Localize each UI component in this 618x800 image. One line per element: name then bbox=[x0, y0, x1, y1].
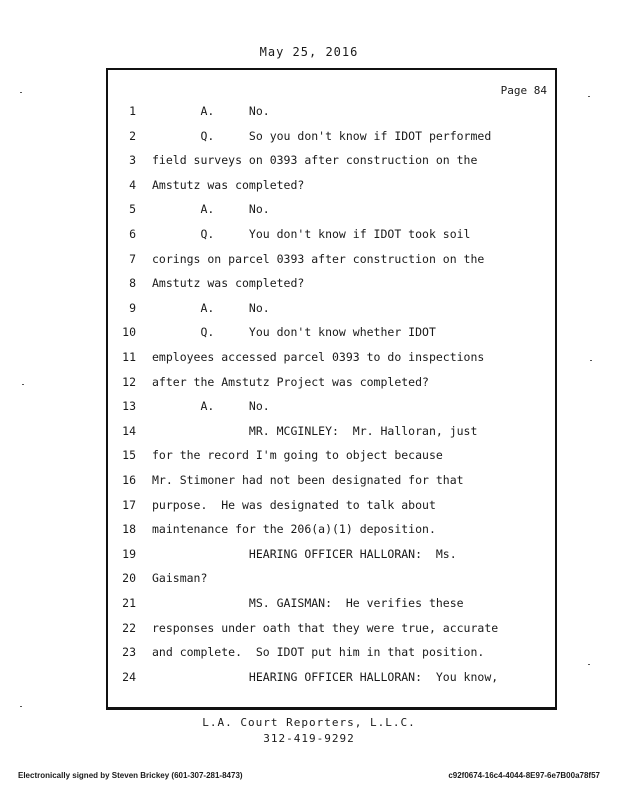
line-text: Q. You don't know if IDOT took soil bbox=[152, 227, 471, 241]
transcript-page bbox=[106, 68, 557, 710]
line-number: 11 bbox=[122, 350, 136, 364]
court-reporter-firm: L.A. Court Reporters, L.L.C. bbox=[202, 716, 416, 729]
line-number: 9 bbox=[129, 300, 136, 315]
line-number: 22 bbox=[122, 620, 136, 635]
transcript-line bbox=[108, 424, 555, 448]
line-number: 24 bbox=[122, 669, 136, 684]
line-text: after the Amstutz Project was completed? bbox=[152, 374, 429, 389]
line-number: 5 bbox=[129, 202, 136, 217]
court-reporter-phone: 312-419-9292 bbox=[263, 732, 355, 745]
line-number: 21 bbox=[122, 596, 136, 610]
scan-speck bbox=[22, 384, 24, 385]
transcript-line bbox=[108, 375, 555, 399]
line-text: maintenance for the 206(a)(1) deposition. bbox=[152, 522, 436, 537]
line-text: A. No. bbox=[152, 399, 270, 414]
line-text: responses under oath that they were true, accurate bbox=[152, 620, 499, 635]
line-text: A. No. bbox=[152, 300, 270, 315]
line-text: HEARING OFFICER HALLORAN: You know, bbox=[152, 669, 499, 684]
line-number: 2 bbox=[129, 128, 136, 143]
line-number: 23 bbox=[122, 645, 136, 660]
transcript-line bbox=[108, 448, 555, 472]
line-text: corings on parcel 0393 after construction on the bbox=[152, 251, 485, 266]
scan-speck bbox=[588, 96, 590, 97]
page-number: Page 84 bbox=[500, 84, 547, 97]
transcript-line bbox=[108, 350, 555, 374]
line-number: 15 bbox=[122, 448, 136, 463]
scan-speck bbox=[590, 360, 592, 361]
line-text: Amstutz was completed? bbox=[152, 276, 305, 291]
transcript-line bbox=[108, 153, 555, 177]
line-text: A. No. bbox=[152, 104, 270, 118]
line-text: and complete. So IDOT put him in that position. bbox=[152, 645, 485, 660]
transcript-line bbox=[108, 473, 555, 497]
transcript-line bbox=[108, 276, 555, 300]
transcript-line bbox=[108, 522, 555, 546]
line-number: 10 bbox=[122, 325, 136, 340]
line-text: HEARING OFFICER HALLORAN: Ms. bbox=[152, 546, 457, 561]
line-number: 17 bbox=[122, 497, 136, 512]
transcript-line bbox=[108, 202, 555, 226]
line-text: Mr. Stimoner had not been designated for that bbox=[152, 473, 464, 487]
line-text: field surveys on 0393 after construction on the bbox=[152, 153, 478, 168]
line-text: Gaisman? bbox=[152, 571, 208, 586]
transcript-line bbox=[108, 178, 555, 202]
line-text: Amstutz was completed? bbox=[152, 177, 305, 192]
line-number: 18 bbox=[122, 522, 136, 537]
transcript-line bbox=[108, 104, 555, 128]
transcript-line bbox=[108, 301, 555, 325]
transcript-line bbox=[108, 325, 555, 349]
scan-speck bbox=[588, 664, 590, 665]
line-number: 16 bbox=[122, 473, 136, 487]
electronic-signature: Electronically signed by Steven Brickey (601-307-281-8473) bbox=[18, 771, 243, 780]
transcript-line bbox=[108, 547, 555, 571]
line-text: MS. GAISMAN: He verifies these bbox=[152, 596, 464, 610]
line-text: Q. You don't know whether IDOT bbox=[152, 325, 436, 340]
scan-speck bbox=[20, 92, 22, 93]
line-number: 4 bbox=[129, 177, 136, 192]
deposition-date: May 25, 2016 bbox=[259, 45, 359, 59]
line-text: employees accessed parcel 0393 to do inspections bbox=[152, 350, 485, 364]
line-number: 6 bbox=[129, 227, 136, 241]
transcript-line bbox=[108, 670, 555, 694]
line-number: 8 bbox=[129, 276, 136, 291]
transcript-line bbox=[108, 621, 555, 645]
line-number: 13 bbox=[122, 399, 136, 414]
document-id: c92f0674-16c4-4044-8E97-6e7B00a78f57 bbox=[448, 771, 600, 780]
line-number: 7 bbox=[129, 251, 136, 266]
line-text: purpose. He was designated to talk about bbox=[152, 497, 436, 512]
scan-speck bbox=[20, 706, 22, 707]
transcript-line bbox=[108, 227, 555, 251]
line-number: 1 bbox=[129, 104, 136, 118]
line-number: 19 bbox=[122, 546, 136, 561]
transcript-line bbox=[108, 596, 555, 620]
line-number: 14 bbox=[122, 423, 136, 438]
transcript-line bbox=[108, 252, 555, 276]
line-number: 3 bbox=[129, 153, 136, 168]
transcript-line bbox=[108, 571, 555, 595]
line-text: for the record I'm going to object because bbox=[152, 448, 443, 463]
transcript-line bbox=[108, 498, 555, 522]
line-text: A. No. bbox=[152, 202, 270, 217]
line-number: 20 bbox=[122, 571, 136, 586]
transcript-line bbox=[108, 399, 555, 423]
transcript-line bbox=[108, 129, 555, 153]
line-number: 12 bbox=[122, 374, 136, 389]
line-text: Q. So you don't know if IDOT performed bbox=[152, 128, 492, 143]
line-text: MR. MCGINLEY: Mr. Halloran, just bbox=[152, 423, 478, 438]
transcript-line bbox=[108, 645, 555, 669]
